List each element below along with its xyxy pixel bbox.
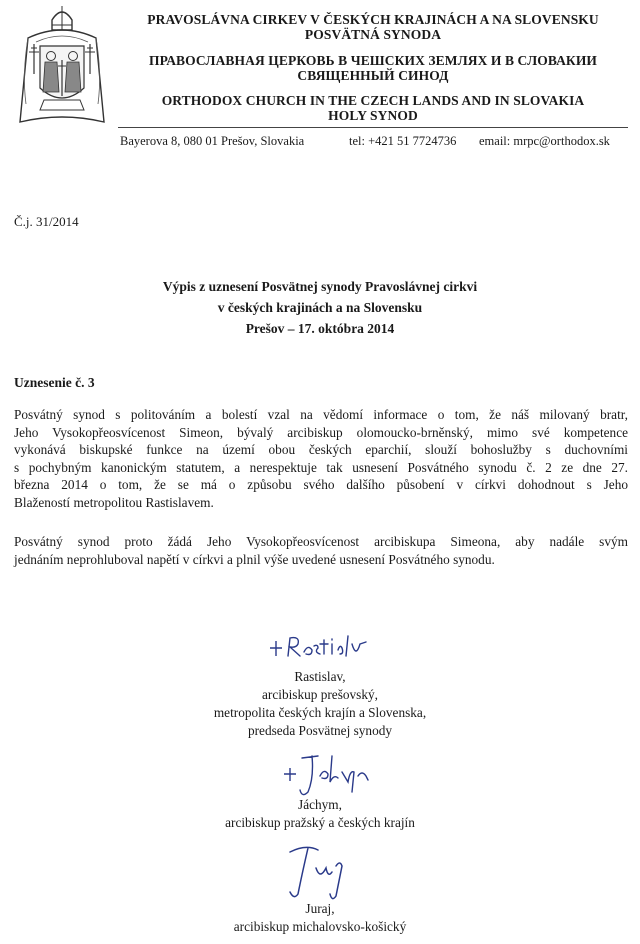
letterhead-email: email: mrpc@orthodox.sk xyxy=(479,134,610,148)
letterhead-slovak-name: PRAVOSLÁVNA CIRKEV V ČESKÝCH KRAJINÁCH A NA SLOVENSKU xyxy=(147,12,599,27)
reference-number: Č.j. 31/2014 xyxy=(14,214,79,229)
letterhead-address: Bayerova 8, 080 01 Prešov, Slovakia xyxy=(120,134,305,148)
signature-jachym-name: Jáchym, xyxy=(298,797,342,812)
signature-rastislav-title-1: arcibiskup prešovský, xyxy=(262,687,378,702)
paragraph-line: Posvátný synod proto žádá Jeho Vysokopřeosvícenost arcibiskupa Simeona, aby nadále svým xyxy=(14,534,628,549)
paragraph-line: března 2014 o tom, že se má o způsobu svého dalšího působení v církvi dohodnout s Jeho xyxy=(14,477,628,492)
document-title-line-2: v českých krajinách a na Slovensku xyxy=(217,300,423,315)
paragraph-line: vykonává biskupské funkce na území obou českých eparchií, slouží bohoslužby s duchovními xyxy=(14,442,628,457)
church-crest-icon xyxy=(14,4,110,128)
paragraph-line: Blažeností metropolitou Rastislavem. xyxy=(14,494,214,510)
letterhead-russian-synod: СВЯЩЕННЫЙ СИНОД xyxy=(297,68,449,83)
signature-rastislav-icon xyxy=(262,630,382,662)
signature-rastislav-title-3: predseda Posvätnej synody xyxy=(247,723,393,738)
letterhead-english-synod: HOLY SYNOD xyxy=(328,108,418,123)
resolution-paragraph-1 xyxy=(14,406,628,511)
resolution-paragraph-2 xyxy=(14,533,628,568)
signature-jachym-icon xyxy=(278,748,378,802)
paragraph-line: Posvátný synod s politováním a bolestí vzal na vědomí informace o tom, že náš milovaný bratr, xyxy=(14,407,628,422)
letterhead-russian-name: ПРАВОСЛАВНАЯ ЦЕРКОВЬ В ЧЕШСКИХ ЗЕМЛЯХ И В СЛОВАКИИ xyxy=(148,53,598,68)
letterhead-english-name: ORTHODOX CHURCH IN THE CZECH LANDS AND IN SLOVAKIA xyxy=(161,93,585,108)
paragraph-line: Jeho Vysokopřeosvícenost Simeon, bývalý arcibiskup olomoucko-brněnský, mimo své kompetence xyxy=(14,424,628,440)
resolution-heading: Uznesenie č. 3 xyxy=(14,375,95,390)
signature-rastislav-title-2: metropolita českých krajín a Slovenska, xyxy=(213,705,427,720)
paragraph-line: jednáním neprohluboval napětí v církvi a plnil výše uvedené usnesení Posvátného synodu. xyxy=(14,551,495,567)
letterhead-phone: tel: +421 51 7724736 xyxy=(349,134,457,148)
paragraph-line: s pochybným kanonickým statutem, a nerespektuje tak usnesení Posvátného synodu č. 2 ze dne 27. xyxy=(14,459,628,475)
letterhead-slovak-synod: POSVÄTNÁ SYNODA xyxy=(304,27,442,42)
letterhead-divider xyxy=(118,127,628,128)
signature-jachym-title: arcibiskup pražský a českých krajín xyxy=(225,815,415,830)
signature-rastislav-name: Rastislav, xyxy=(294,669,346,684)
signature-juraj-icon xyxy=(280,838,360,904)
document-title-line-1: Výpis z uznesení Posvätnej synody Pravoslávnej cirkvi xyxy=(162,279,478,294)
signature-juraj-title: arcibiskup michalovsko-košický xyxy=(233,919,407,934)
signature-juraj-name: Juraj, xyxy=(305,901,335,916)
document-title-date: Prešov – 17. októbra 2014 xyxy=(245,321,395,336)
